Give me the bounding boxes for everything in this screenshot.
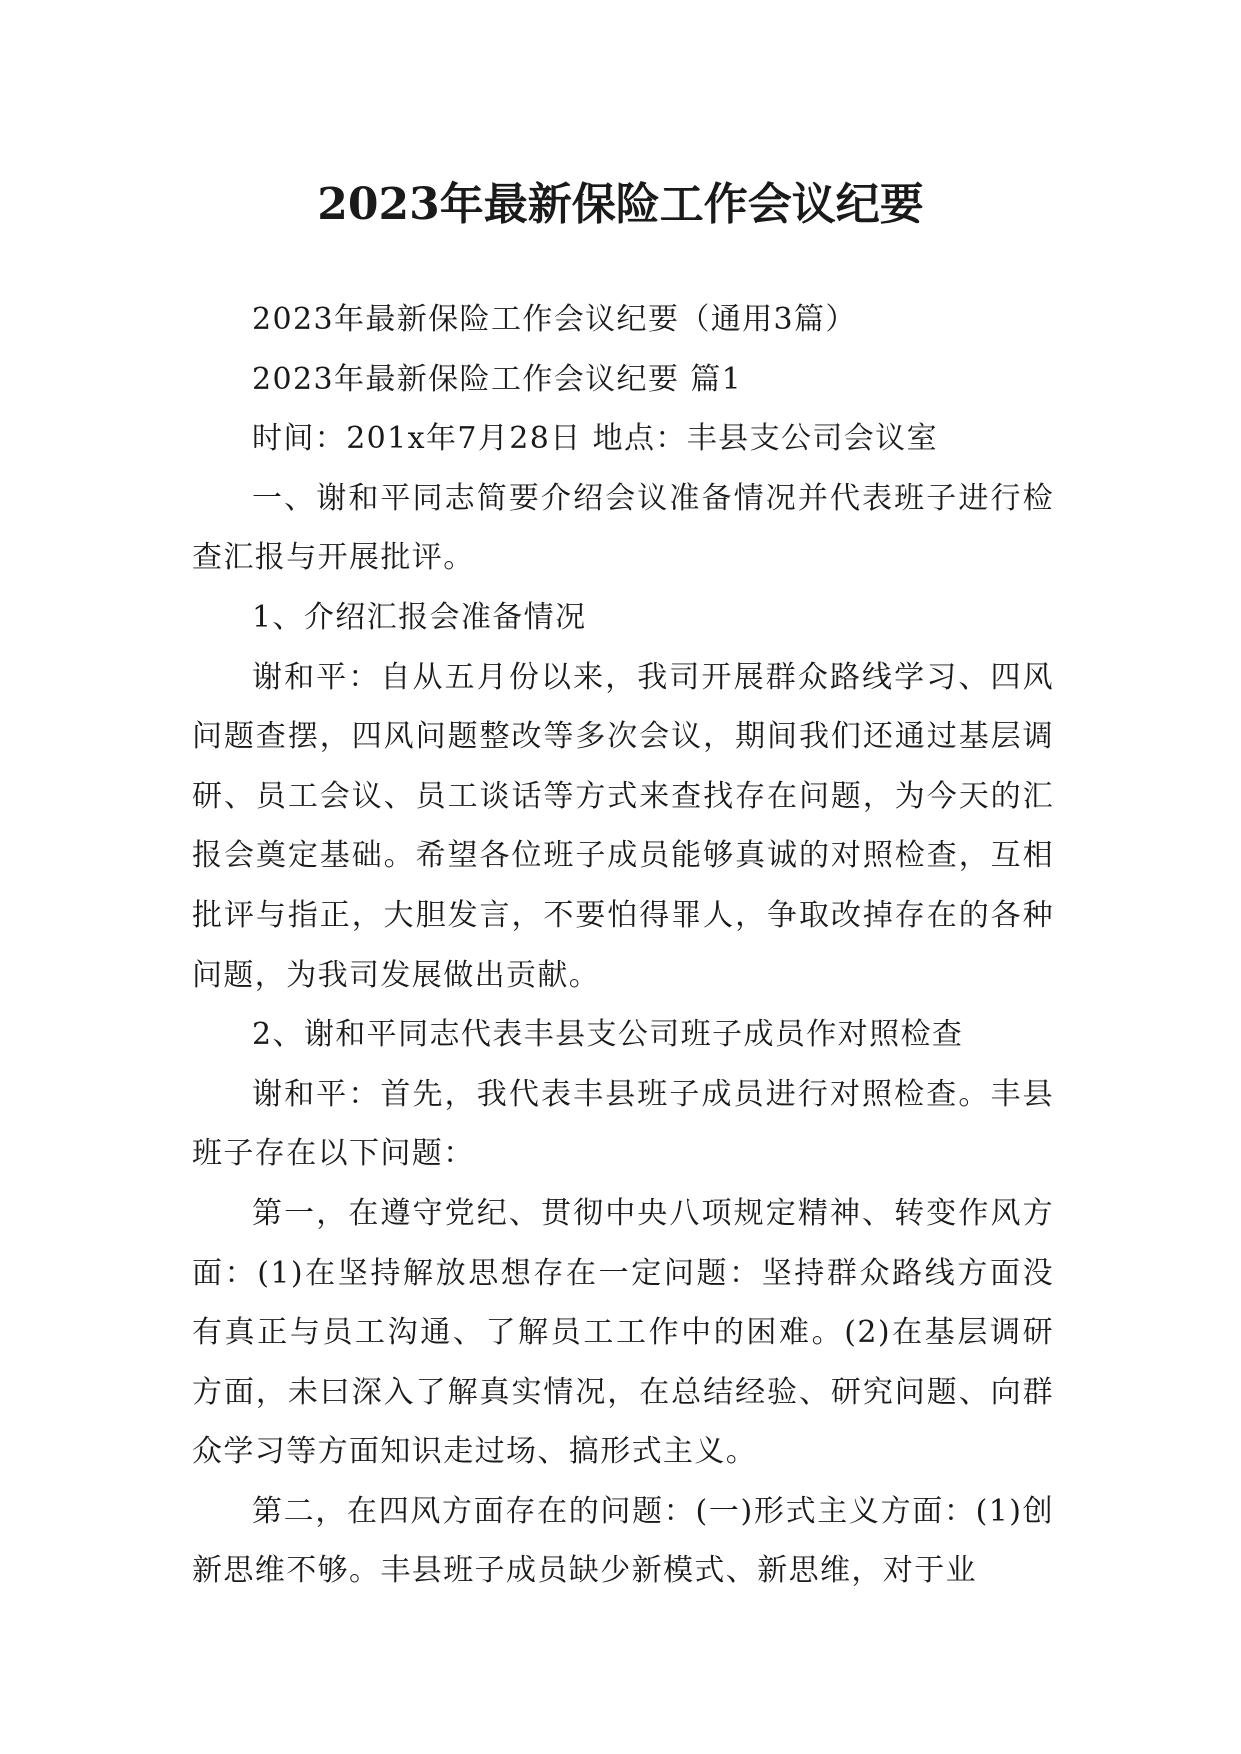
paragraph-time-place: 时间：201x年7月28日 地点：丰县支公司会议室 xyxy=(252,421,938,457)
document-body xyxy=(192,290,1054,1601)
paragraph-speech-2: 谢和平：首先，我代表丰县班子成员进行对照检查。丰县班子存在以下问题： xyxy=(192,1076,1054,1172)
paragraph-point-1: 第一，在遵守党纪、贯彻中央八项规定精神、转变作风方面：(1)在坚持解放思想存在一定问题：坚持群众路线方面没有真正与员工沟通、了解员工工作中的困难。(2)在基层调研方面，未曰深入了解真实情况，在总结经验、研究问题、向群众学习等方面知识走过场、搞形式主义。 xyxy=(192,1195,1054,1470)
paragraph-section-1: 一、谢和平同志简要介绍会议准备情况并代表班子进行检查汇报与开展批评。 xyxy=(192,480,1054,576)
paragraph-subtitle: 2023年最新保险工作会议纪要（通用3篇） xyxy=(252,302,857,337)
paragraph-point-2: 第二，在四风方面存在的问题：(一)形式主义方面：(1)创新思维不够。丰县班子成员缺少新模式、新思维，对于业 xyxy=(192,1493,1054,1589)
paragraph-speech-1: 谢和平：自从五月份以来，我司开展群众路线学习、四风问题查摆，四风问题整改等多次会议，期间我们还通过基层调研、员工会议、员工谈话等方式来查找存在问题，为今天的汇报会奠定基础。希望各位班子成员能够真诚的对照检查，互相批评与指正，大胆发言，不要怕得罪人，争取改掉存在的各种问题，为我司发展做出贡献。 xyxy=(192,659,1054,993)
paragraph-item-2: 2、谢和平同志代表丰县支公司班子成员作对照检查 xyxy=(252,1017,964,1053)
paragraph-item-1: 1、介绍汇报会准备情况 xyxy=(252,599,587,635)
document-title: 2023年最新保险工作会议纪要 xyxy=(317,179,924,231)
paragraph-part-heading: 2023年最新保险工作会议纪要 篇1 xyxy=(252,361,743,397)
